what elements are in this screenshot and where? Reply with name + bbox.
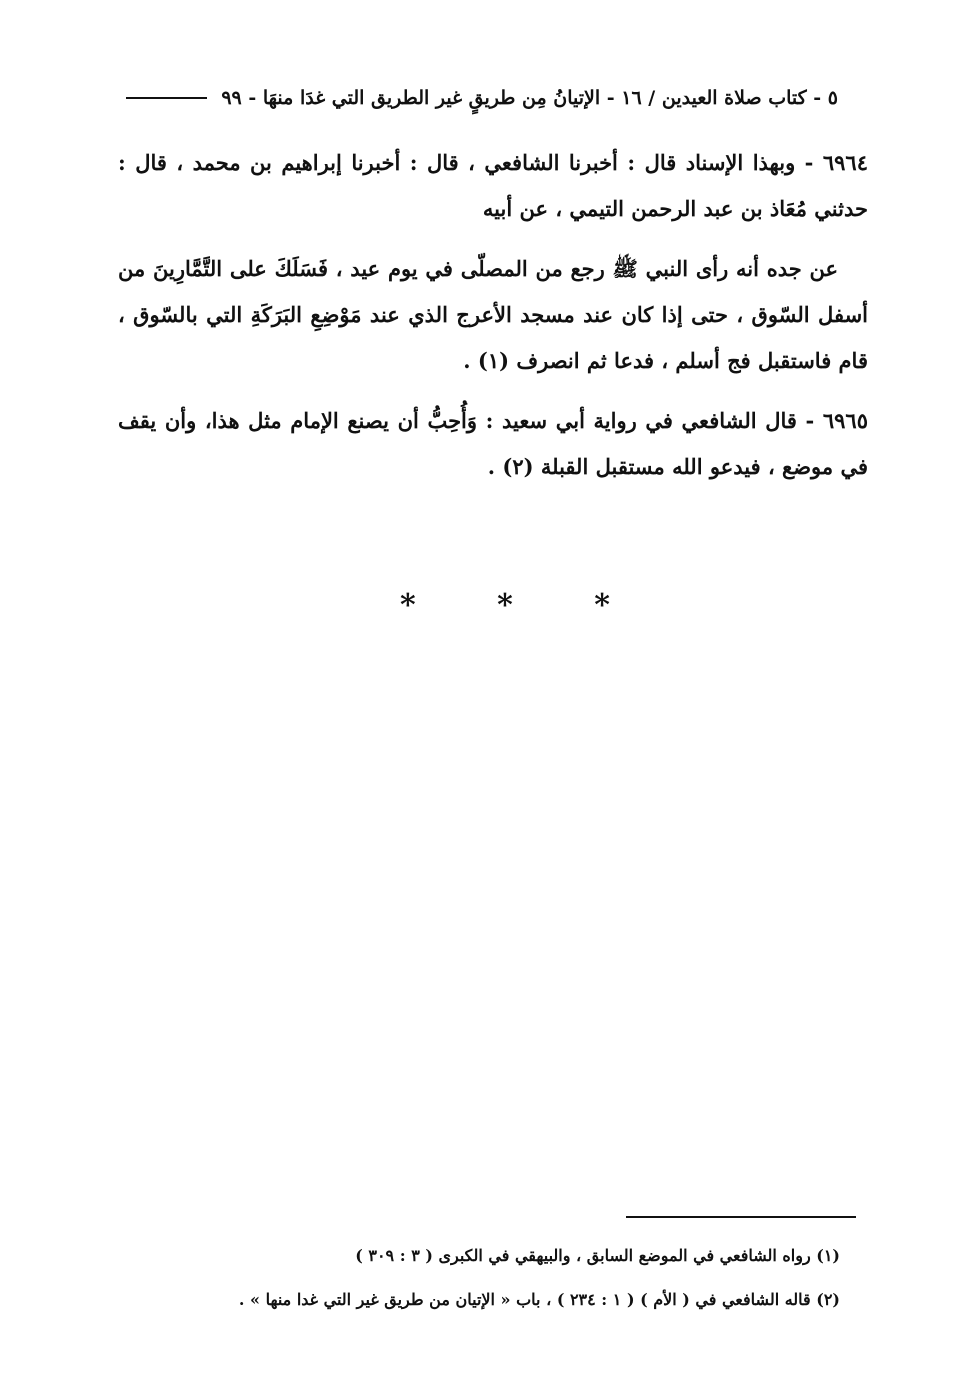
header-title: ٥ - كتاب صلاة العيدين / ١٦ - الإتيانُ مِن طريقٍ غير الطريق التي غدَا منهَا - ٩٩ xyxy=(221,87,838,109)
footnote-2: (٢) قاله الشافعي في ( الأم ) ( ١ : ٢٣٤ ) ، باب « الإتيان من طريق غير التي غدا منها » . xyxy=(238,1290,840,1309)
footnote-rule xyxy=(626,1216,856,1218)
hadith-6964: ٦٩٦٤ - وبهذا الإسناد قال : أخبرنا الشافعي ، قال : أخبرنا إبراهيم بن محمد ، قال : حدثني مُعَاذ بن عبد الرحمن التيمي ، عن أبيه xyxy=(118,150,868,221)
hadith-6965: ٦٩٦٥ - قال الشافعي في رواية أبي سعيد : وَأُحِبُّ أن يصنع الإمام مثل هذا، وأن يقف في موضع ، فيدعو الله مستقبل القبلة (٢) . xyxy=(118,408,868,479)
separator-star-1: * xyxy=(400,588,416,623)
separator-star-2: * xyxy=(497,588,513,623)
main-text xyxy=(118,140,868,504)
section-separator xyxy=(400,588,610,623)
hadith-6964-matn: عن جده أنه رأى النبي ﷺ رجع من المصلّى في يوم عيد ، فَسَلَكَ على التَّمَّارِينَ من أسفل السّوق ، حتى إذا كان عند مسجد الأعرج الذي عند مَوْضِعِ البَرَكَةِ التي بالسّوق ، قام فاستقبل فج أسلم ، فدعا ثم انصرف (١) . xyxy=(118,256,868,373)
running-header xyxy=(126,82,838,114)
header-rule xyxy=(126,97,207,99)
footnote-1: (١) رواه الشافعي في الموضع السابق ، والبيهقي في الكبرى ( ٣ : ٣٠٩ ) xyxy=(355,1246,840,1265)
footnotes xyxy=(118,1234,840,1322)
separator-star-3: * xyxy=(594,588,610,623)
